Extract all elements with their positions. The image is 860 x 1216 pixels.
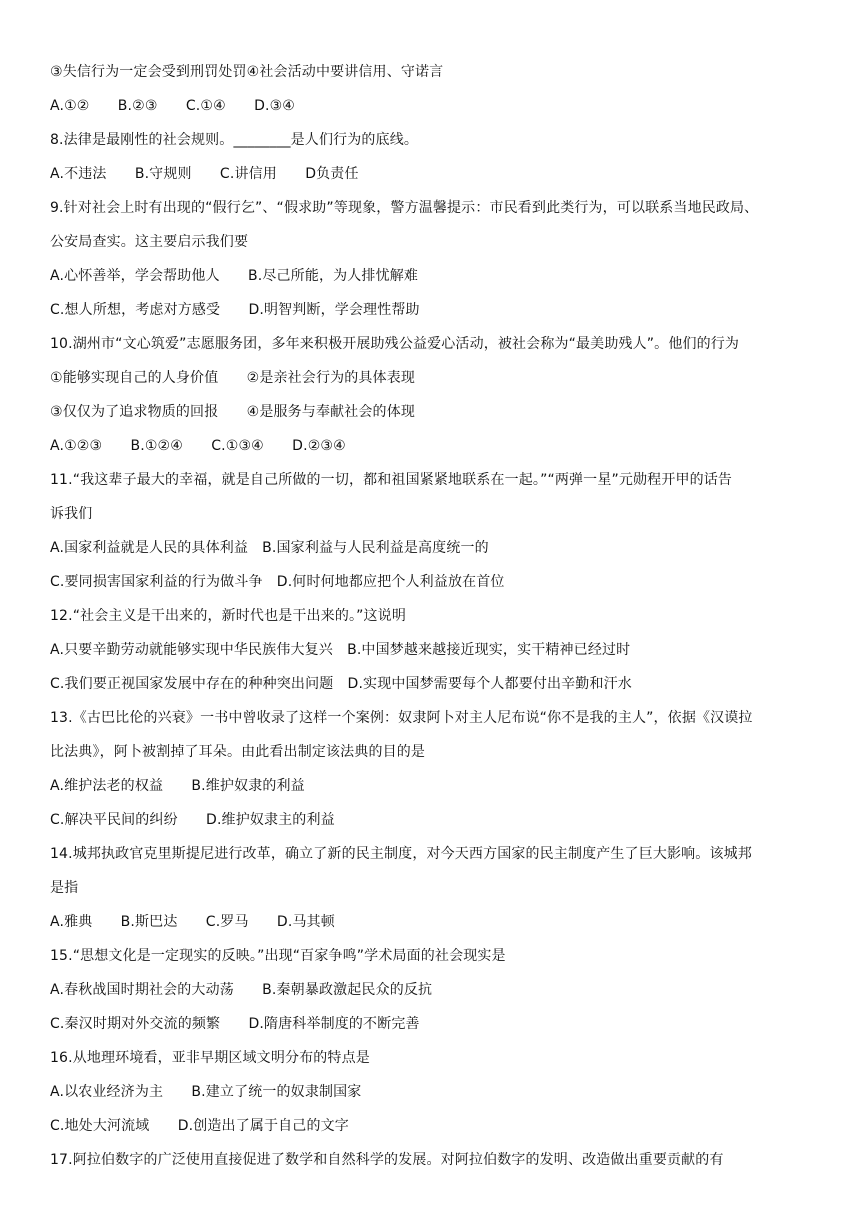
question-12: 12.“社会主义是干出来的，新时代也是干出来的。”这说明 [50,608,406,624]
answer-options: A.维护法老的权益 B.维护奴隶的利益 [50,778,305,794]
question-11: 11.“我这辈子最大的幸福，就是自己所做的一切，都和祖国紧紧地联系在一起。”“两弹一星”元勋程开甲的话告 [50,472,733,488]
text-line: 诉我们 [50,506,93,522]
answer-options: C.秦汉时期对外交流的频繁 D.隋唐科举制度的不断完善 [50,1016,420,1032]
answer-options: A.①②③ B.①②④ C.①③④ D.②③④ [50,438,346,454]
answer-options: C.要同损害国家利益的行为做斗争 D.何时何地都应把个人利益放在首位 [50,574,505,590]
question-13: 13.《古巴比伦的兴衰》一书中曾收录了这样一个案例：奴隶阿卜对主人尼布说“你不是我的主人”，依据《汉谟拉 [50,710,753,726]
statement-line: ①能够实现自己的人身价值 ②是亲社会行为的具体表现 [50,370,415,386]
text-line: 公安局查实。这主要启示我们要 [50,234,249,250]
question-10: 10.湖州市“文心筑爱”志愿服务团，多年来积极开展助残公益爱心活动，被社会称为“最美助残人”。他们的行为 [50,336,740,352]
answer-options: A.①② B.②③ C.①④ D.③④ [50,98,295,114]
question-17: 17.阿拉伯数字的广泛使用直接促进了数学和自然科学的发展。对阿拉伯数字的发明、改造做出重要贡献的有 [50,1152,724,1168]
answer-options: A.以农业经济为主 B.建立了统一的奴隶制国家 [50,1084,362,1100]
answer-options: C.解决平民间的纠纷 D.维护奴隶主的利益 [50,812,335,828]
question-15: 15.“思想文化是一定现实的反映。”出现“百家争鸣”学术局面的社会现实是 [50,948,506,964]
question-8: 8.法律是最刚性的社会规则。________是人们行为的底线。 [50,132,419,148]
answer-options: A.国家利益就是人民的具体利益 B.国家利益与人民利益是高度统一的 [50,540,489,556]
answer-options: A.只要辛勤劳动就能够实现中华民族伟大复兴 B.中国梦越来越接近现实，实干精神已经过时 [50,642,631,658]
text-line: 是指 [50,880,79,896]
answer-options: A.心怀善举，学会帮助他人 B.尽己所能，为人排忧解难 [50,268,419,284]
question-9: 9.针对社会上时有出现的“假行乞”、“假求助”等现象，警方温馨提示：市民看到此类行为，可以联系当地民政局、 [50,200,759,216]
answer-options: C.我们要正视国家发展中存在的种种突出问题 D.实现中国梦需要每个人都要付出辛勤和汗水 [50,676,632,692]
answer-options: C.地处大河流域 D.创造出了属于自己的文字 [50,1118,349,1134]
question-16: 16.从地理环境看，亚非早期区域文明分布的特点是 [50,1050,370,1066]
text-line: 比法典》，阿卜被割掉了耳朵。由此看出制定该法典的目的是 [50,744,426,760]
exam-page [50,55,820,1177]
answer-options: A.雅典 B.斯巴达 C.罗马 D.马其顿 [50,914,335,930]
question-14: 14.城邦执政官克里斯提尼进行改革，确立了新的民主制度，对今天西方国家的民主制度产生了巨大影响。该城邦 [50,846,752,862]
answer-options: A.春秋战国时期社会的大动荡 B.秦朝暴政激起民众的反抗 [50,982,433,998]
answer-options: C.想人所想，考虑对方感受 D.明智判断，学会理性帮助 [50,302,420,318]
text-line: ③失信行为一定会受到刑罚处罚④社会活动中要讲信用、守诺言 [50,64,444,80]
statement-line: ③仅仅为了追求物质的回报 ④是服务与奉献社会的体现 [50,404,415,420]
answer-options: A.不违法 B.守规则 C.讲信用 D负责任 [50,166,359,182]
